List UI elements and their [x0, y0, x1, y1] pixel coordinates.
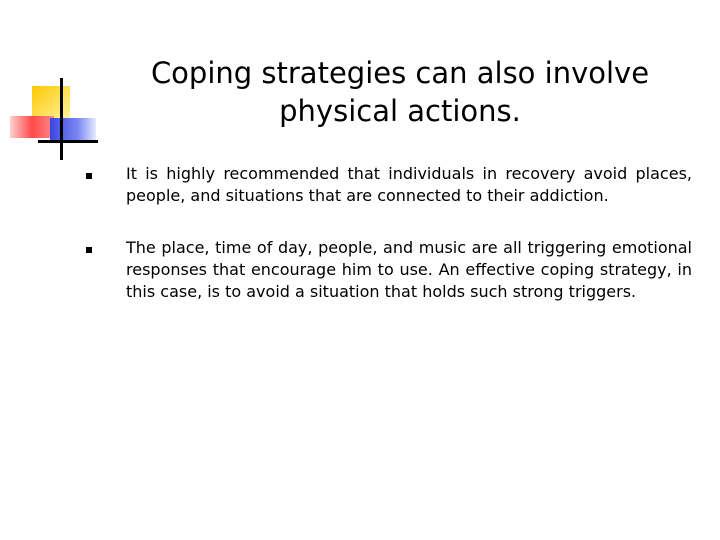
squares-graphic — [0, 0, 110, 170]
blue-rectangle — [50, 118, 96, 142]
red-rectangle — [10, 116, 54, 138]
bullet-square-icon — [86, 247, 92, 253]
bullet-text: The place, time of day, people, and music are all triggering emotional responses that encourage him to use. An effective coping strategy, in this case, is to avoid a situation that holds such strong triggers. — [126, 238, 692, 301]
bullet-list — [86, 163, 692, 333]
yellow-square — [32, 86, 70, 120]
decorative-logo-graphic — [0, 0, 110, 170]
horizontal-line — [38, 140, 98, 143]
bullet-item — [86, 237, 692, 303]
bullet-item — [86, 163, 692, 207]
slide-title: Coping strategies can also involve physical actions. — [150, 56, 650, 128]
vertical-line — [60, 78, 63, 160]
bullet-square-icon — [86, 173, 92, 179]
bullet-text: It is highly recommended that individuals in recovery avoid places, people, and situations that are connected to their addiction. — [126, 164, 692, 205]
